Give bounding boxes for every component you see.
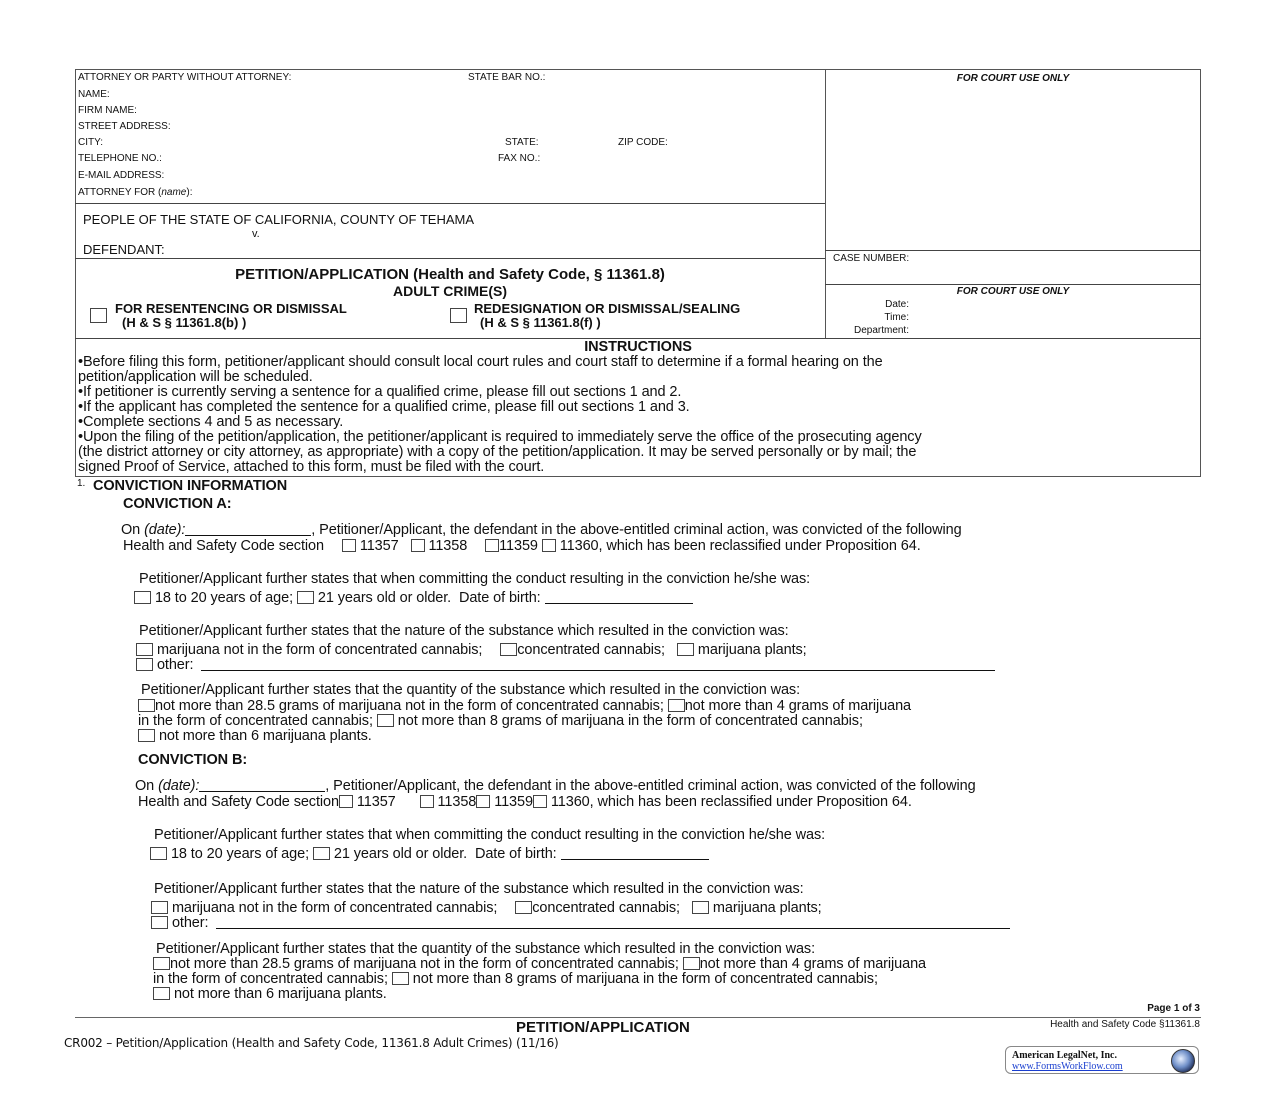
attorney-for-italic: name	[161, 187, 187, 198]
section-11360-label: 11360	[559, 538, 599, 554]
footer-rule	[75, 1017, 1201, 1018]
conviction-b-11359-checkbox[interactable]	[476, 795, 490, 808]
dob-label: Date of birth:	[458, 590, 541, 606]
form-title: PETITION/APPLICATION (Health and Safety Code, § 11361.8)	[235, 266, 665, 283]
conviction-b-concentrated-cannabis-checkbox[interactable]	[515, 901, 532, 914]
nature-opt2-label: concentrated cannabis;	[517, 642, 665, 658]
globe-icon	[1171, 1049, 1195, 1073]
nature-opt1-label: marijuana not in the form of concentrated cannabis;	[156, 642, 483, 658]
conviction-b-date-line	[135, 778, 976, 794]
instruction-line: •Complete sections 4 and 5 as necessary.	[78, 414, 344, 430]
telephone-field-label[interactable]: TELEPHONE NO.:	[78, 153, 162, 164]
reclass-text: , which has been reclassified under Proposition 64.	[598, 538, 921, 554]
conviction-b-other-line	[151, 915, 1010, 931]
age-18-20-label: 18 to 20 years of age;	[170, 846, 310, 862]
conviction-a-nature-line	[136, 642, 807, 658]
conviction-a-11360-checkbox[interactable]	[542, 539, 556, 552]
versus-label: v.	[252, 228, 260, 240]
conviction-b-heading: CONVICTION B:	[138, 752, 248, 768]
conviction-b-11358-checkbox[interactable]	[420, 795, 434, 808]
page-indicator: Page 1 of 3	[1147, 1003, 1200, 1014]
case-number-bottom-rule	[825, 284, 1201, 285]
instruction-line: petition/application will be scheduled.	[78, 369, 313, 385]
age-21-plus-label: 21 years old or older.	[333, 846, 468, 862]
conviction-b-date-field[interactable]	[199, 779, 325, 792]
conviction-b-other-checkbox[interactable]	[151, 916, 168, 929]
court-use-heading-top: FOR COURT USE ONLY	[956, 73, 1070, 84]
conviction-b-nature-intro: Petitioner/Applicant further states that the nature of the substance which resulted in the conviction was:	[154, 881, 804, 897]
section-11360-label: 11360	[550, 794, 590, 810]
conviction-a-age-18-20-checkbox[interactable]	[134, 591, 151, 604]
conviction-a-other-line	[136, 657, 995, 673]
conviction-b-qty-8g-checkbox[interactable]	[392, 972, 409, 985]
case-number-field-label[interactable]: CASE NUMBER:	[833, 253, 910, 264]
form-subtitle: ADULT CRIME(S)	[392, 283, 508, 299]
conviction-a-11358-checkbox[interactable]	[411, 539, 425, 552]
conviction-text: , Petitioner/Applicant, the defendant in the above-entitled criminal action, was convicted of the following	[311, 522, 962, 538]
section-11357-label: 11357	[356, 794, 396, 810]
conviction-a-marijuana-not-concentrated-checkbox[interactable]	[136, 643, 153, 656]
hearing-time-label: Time:	[884, 312, 909, 323]
conviction-b-qty-line2	[153, 971, 878, 987]
conviction-a-concentrated-cannabis-checkbox[interactable]	[500, 643, 517, 656]
form-id: CR002 – Petition/Application (Health and Safety Code, 11361.8 Adult Crimes) (11/16)	[64, 1036, 559, 1050]
nature-opt2-label: concentrated cannabis;	[532, 900, 680, 916]
footer-code-ref: Health and Safety Code §11361.8	[1050, 1019, 1200, 1030]
court-use-heading-bottom: FOR COURT USE ONLY	[956, 286, 1070, 297]
vendor-logo	[1005, 1046, 1199, 1074]
on-label: On	[121, 522, 145, 538]
state-bar-label[interactable]: STATE BAR NO.:	[468, 72, 546, 83]
instruction-line: •If the applicant has completed the sentence for a qualified crime, please fill out sections 1 and 3.	[78, 399, 690, 415]
qty-opt4-label: not more than 6 marijuana plants.	[173, 986, 387, 1002]
attorney-for-field-label[interactable]	[78, 187, 192, 198]
dob-label: Date of birth:	[474, 846, 557, 862]
people-caption: PEOPLE OF THE STATE OF CALIFORNIA, COUNTY OF TEHAMA	[83, 212, 475, 227]
conviction-b-11357-checkbox[interactable]	[339, 795, 353, 808]
conviction-a-hs-line	[123, 538, 921, 554]
state-field-label[interactable]: STATE:	[505, 137, 539, 148]
defendant-field-label[interactable]: DEFENDANT:	[83, 242, 165, 257]
section-heading: CONVICTION INFORMATION	[93, 478, 288, 494]
conviction-b-other-field[interactable]	[216, 916, 1010, 929]
age-21-plus-label: 21 years old or older.	[317, 590, 452, 606]
conviction-a-qty-line1	[138, 698, 911, 714]
conviction-a-qty-line3	[138, 728, 372, 744]
conviction-text: , Petitioner/Applicant, the defendant in the above-entitled criminal action, was convicted of the following	[325, 778, 976, 794]
hs-label: Health and Safety Code section	[138, 794, 339, 810]
conviction-b-dob-field[interactable]	[561, 847, 709, 860]
section-11359-label: 11359	[494, 794, 533, 810]
conviction-b-qty-line1	[153, 956, 926, 972]
conviction-a-qty-line2	[138, 713, 863, 729]
email-field-label[interactable]: E-MAIL ADDRESS:	[78, 170, 165, 181]
resentencing-option-line1: FOR RESENTENCING OR DISMISSAL	[115, 301, 347, 316]
conviction-a-other-checkbox[interactable]	[136, 658, 153, 671]
conviction-a-qty-8g-checkbox[interactable]	[377, 714, 394, 727]
conviction-a-age-line	[134, 590, 693, 606]
conviction-b-qty-intro: Petitioner/Applicant further states that the quantity of the substance which resulted in the conviction was:	[156, 941, 815, 957]
attorney-label: ATTORNEY OR PARTY WITHOUT ATTORNEY:	[78, 72, 292, 83]
conviction-a-qty-6-plants-checkbox[interactable]	[138, 729, 155, 742]
qty-opt2-cont-label: in the form of concentrated cannabis;	[138, 713, 373, 729]
instruction-line: •Before filing this form, petitioner/applicant should consult local court rules and court staff to determine if a formal hearing on the	[78, 354, 883, 370]
conviction-b-qty-6-plants-checkbox[interactable]	[153, 987, 170, 1000]
caption-bottom-rule	[75, 258, 825, 259]
conviction-b-age-18-20-checkbox[interactable]	[150, 847, 167, 860]
section-11357-label: 11357	[359, 538, 399, 554]
qty-opt2-label: not more than 4 grams of marijuana	[699, 956, 927, 972]
nature-opt3-label: marijuana plants;	[697, 642, 807, 658]
conviction-a-dob-field[interactable]	[545, 591, 693, 604]
hs-label: Health and Safety Code section	[123, 538, 324, 554]
qty-opt3-label: not more than 8 grams of marijuana in the form of concentrated cannabis;	[412, 971, 878, 987]
date-label: (date):	[158, 778, 200, 794]
instruction-line: •Upon the filing of the petition/application, the petitioner/applicant is required to immediately serve the office of the prosecuting agency	[78, 429, 922, 445]
nature-opt1-label: marijuana not in the form of concentrated cannabis;	[171, 900, 498, 916]
redesignation-option-line2: (H & S § 11361.8(f) )	[480, 315, 601, 330]
court-use-bottom-rule	[825, 250, 1201, 251]
conviction-b-marijuana-plants-checkbox[interactable]	[692, 901, 709, 914]
qty-opt3-label: not more than 8 grams of marijuana in the form of concentrated cannabis;	[397, 713, 863, 729]
instruction-line: •If petitioner is currently serving a sentence for a qualified crime, please fill out sections 1 and 2.	[78, 384, 682, 400]
conviction-b-age-intro: Petitioner/Applicant further states that when committing the conduct resulting in the conviction he/she was:	[154, 827, 826, 843]
conviction-b-marijuana-not-concentrated-checkbox[interactable]	[151, 901, 168, 914]
qty-opt2-cont-label: in the form of concentrated cannabis;	[153, 971, 388, 987]
footer-title: PETITION/APPLICATION	[516, 1019, 690, 1036]
conviction-b-11360-checkbox[interactable]	[533, 795, 547, 808]
section-number: 1.	[77, 478, 86, 489]
resentencing-option-line2: (H & S § 11361.8(b) )	[122, 315, 247, 330]
section-11358-label: 11358	[428, 538, 468, 554]
section-11359-label: 11359	[499, 538, 538, 554]
conviction-b-qty-line3	[153, 986, 387, 1002]
redesignation-option-line1: REDESIGNATION OR DISMISSAL/SEALING	[474, 301, 741, 316]
conviction-a-qty-intro: Petitioner/Applicant further states that the quantity of the substance which resulted in the conviction was:	[141, 682, 800, 698]
conviction-b-qty-4g-checkbox[interactable]	[683, 957, 700, 970]
nature-opt3-label: marijuana plants;	[712, 900, 822, 916]
street-address-field-label[interactable]: STREET ADDRESS:	[78, 121, 171, 132]
section-11358-label: 11358	[437, 794, 477, 810]
other-label: other:	[171, 915, 209, 931]
other-label: other:	[156, 657, 194, 673]
on-label: On	[135, 778, 159, 794]
conviction-a-nature-intro: Petitioner/Applicant further states that the nature of the substance which resulted in the conviction was:	[139, 623, 789, 639]
attorney-for-suffix: ):	[186, 187, 193, 198]
conviction-a-11357-checkbox[interactable]	[342, 539, 356, 552]
age-18-20-label: 18 to 20 years of age;	[154, 590, 294, 606]
conviction-a-age-intro: Petitioner/Applicant further states that when committing the conduct resulting in the conviction he/she was:	[139, 571, 811, 587]
reclass-text: , which has been reclassified under Proposition 64.	[589, 794, 912, 810]
attorney-for-prefix: ATTORNEY FOR (	[78, 187, 162, 198]
name-field-label[interactable]: NAME:	[78, 89, 110, 100]
attorney-box-bottom-rule	[75, 203, 825, 204]
conviction-a-qty-28-5g-checkbox[interactable]	[138, 699, 155, 712]
conviction-b-age-21-plus-checkbox[interactable]	[313, 847, 330, 860]
city-field-label[interactable]: CITY:	[78, 137, 104, 148]
vendor-url-link[interactable]: www.FormsWorkFlow.com	[1012, 1061, 1123, 1072]
conviction-a-age-21-plus-checkbox[interactable]	[297, 591, 314, 604]
hearing-date-label: Date:	[885, 299, 909, 310]
instruction-line: signed Proof of Service, attached to this form, must be filed with the court.	[78, 459, 545, 475]
conviction-a-other-field[interactable]	[201, 658, 995, 671]
vendor-name: American LegalNet, Inc.	[1012, 1050, 1117, 1061]
conviction-a-date-line	[121, 522, 962, 538]
instruction-line: (the district attorney or city attorney, as appropriate) with a copy of the petition/application. It may be served personally or by mail; the	[78, 444, 917, 460]
qty-opt1-label: not more than 28.5 grams of marijuana not in the form of concentrated cannabis;	[155, 698, 664, 714]
qty-opt4-label: not more than 6 marijuana plants.	[158, 728, 372, 744]
conviction-a-date-field[interactable]	[185, 523, 311, 536]
conviction-b-qty-28-5g-checkbox[interactable]	[153, 957, 170, 970]
fax-field-label[interactable]: FAX NO.:	[498, 153, 541, 164]
conviction-a-11359-checkbox[interactable]	[485, 539, 499, 552]
firm-name-field-label[interactable]: FIRM NAME:	[78, 105, 137, 116]
resentencing-checkbox[interactable]	[90, 308, 107, 323]
conviction-b-nature-line	[151, 900, 822, 916]
hearing-department-label: Department:	[853, 325, 909, 336]
conviction-b-age-line	[150, 846, 709, 862]
conviction-a-qty-4g-checkbox[interactable]	[668, 699, 685, 712]
redesignation-checkbox[interactable]	[450, 308, 467, 323]
zip-code-field-label[interactable]: ZIP CODE:	[618, 137, 668, 148]
instructions-heading: INSTRUCTIONS	[584, 339, 692, 355]
qty-opt1-label: not more than 28.5 grams of marijuana not in the form of concentrated cannabis;	[170, 956, 679, 972]
conviction-a-heading: CONVICTION A:	[123, 496, 232, 512]
conviction-b-hs-line	[138, 794, 912, 810]
date-label: (date):	[144, 522, 186, 538]
conviction-a-marijuana-plants-checkbox[interactable]	[677, 643, 694, 656]
qty-opt2-label: not more than 4 grams of marijuana	[684, 698, 912, 714]
